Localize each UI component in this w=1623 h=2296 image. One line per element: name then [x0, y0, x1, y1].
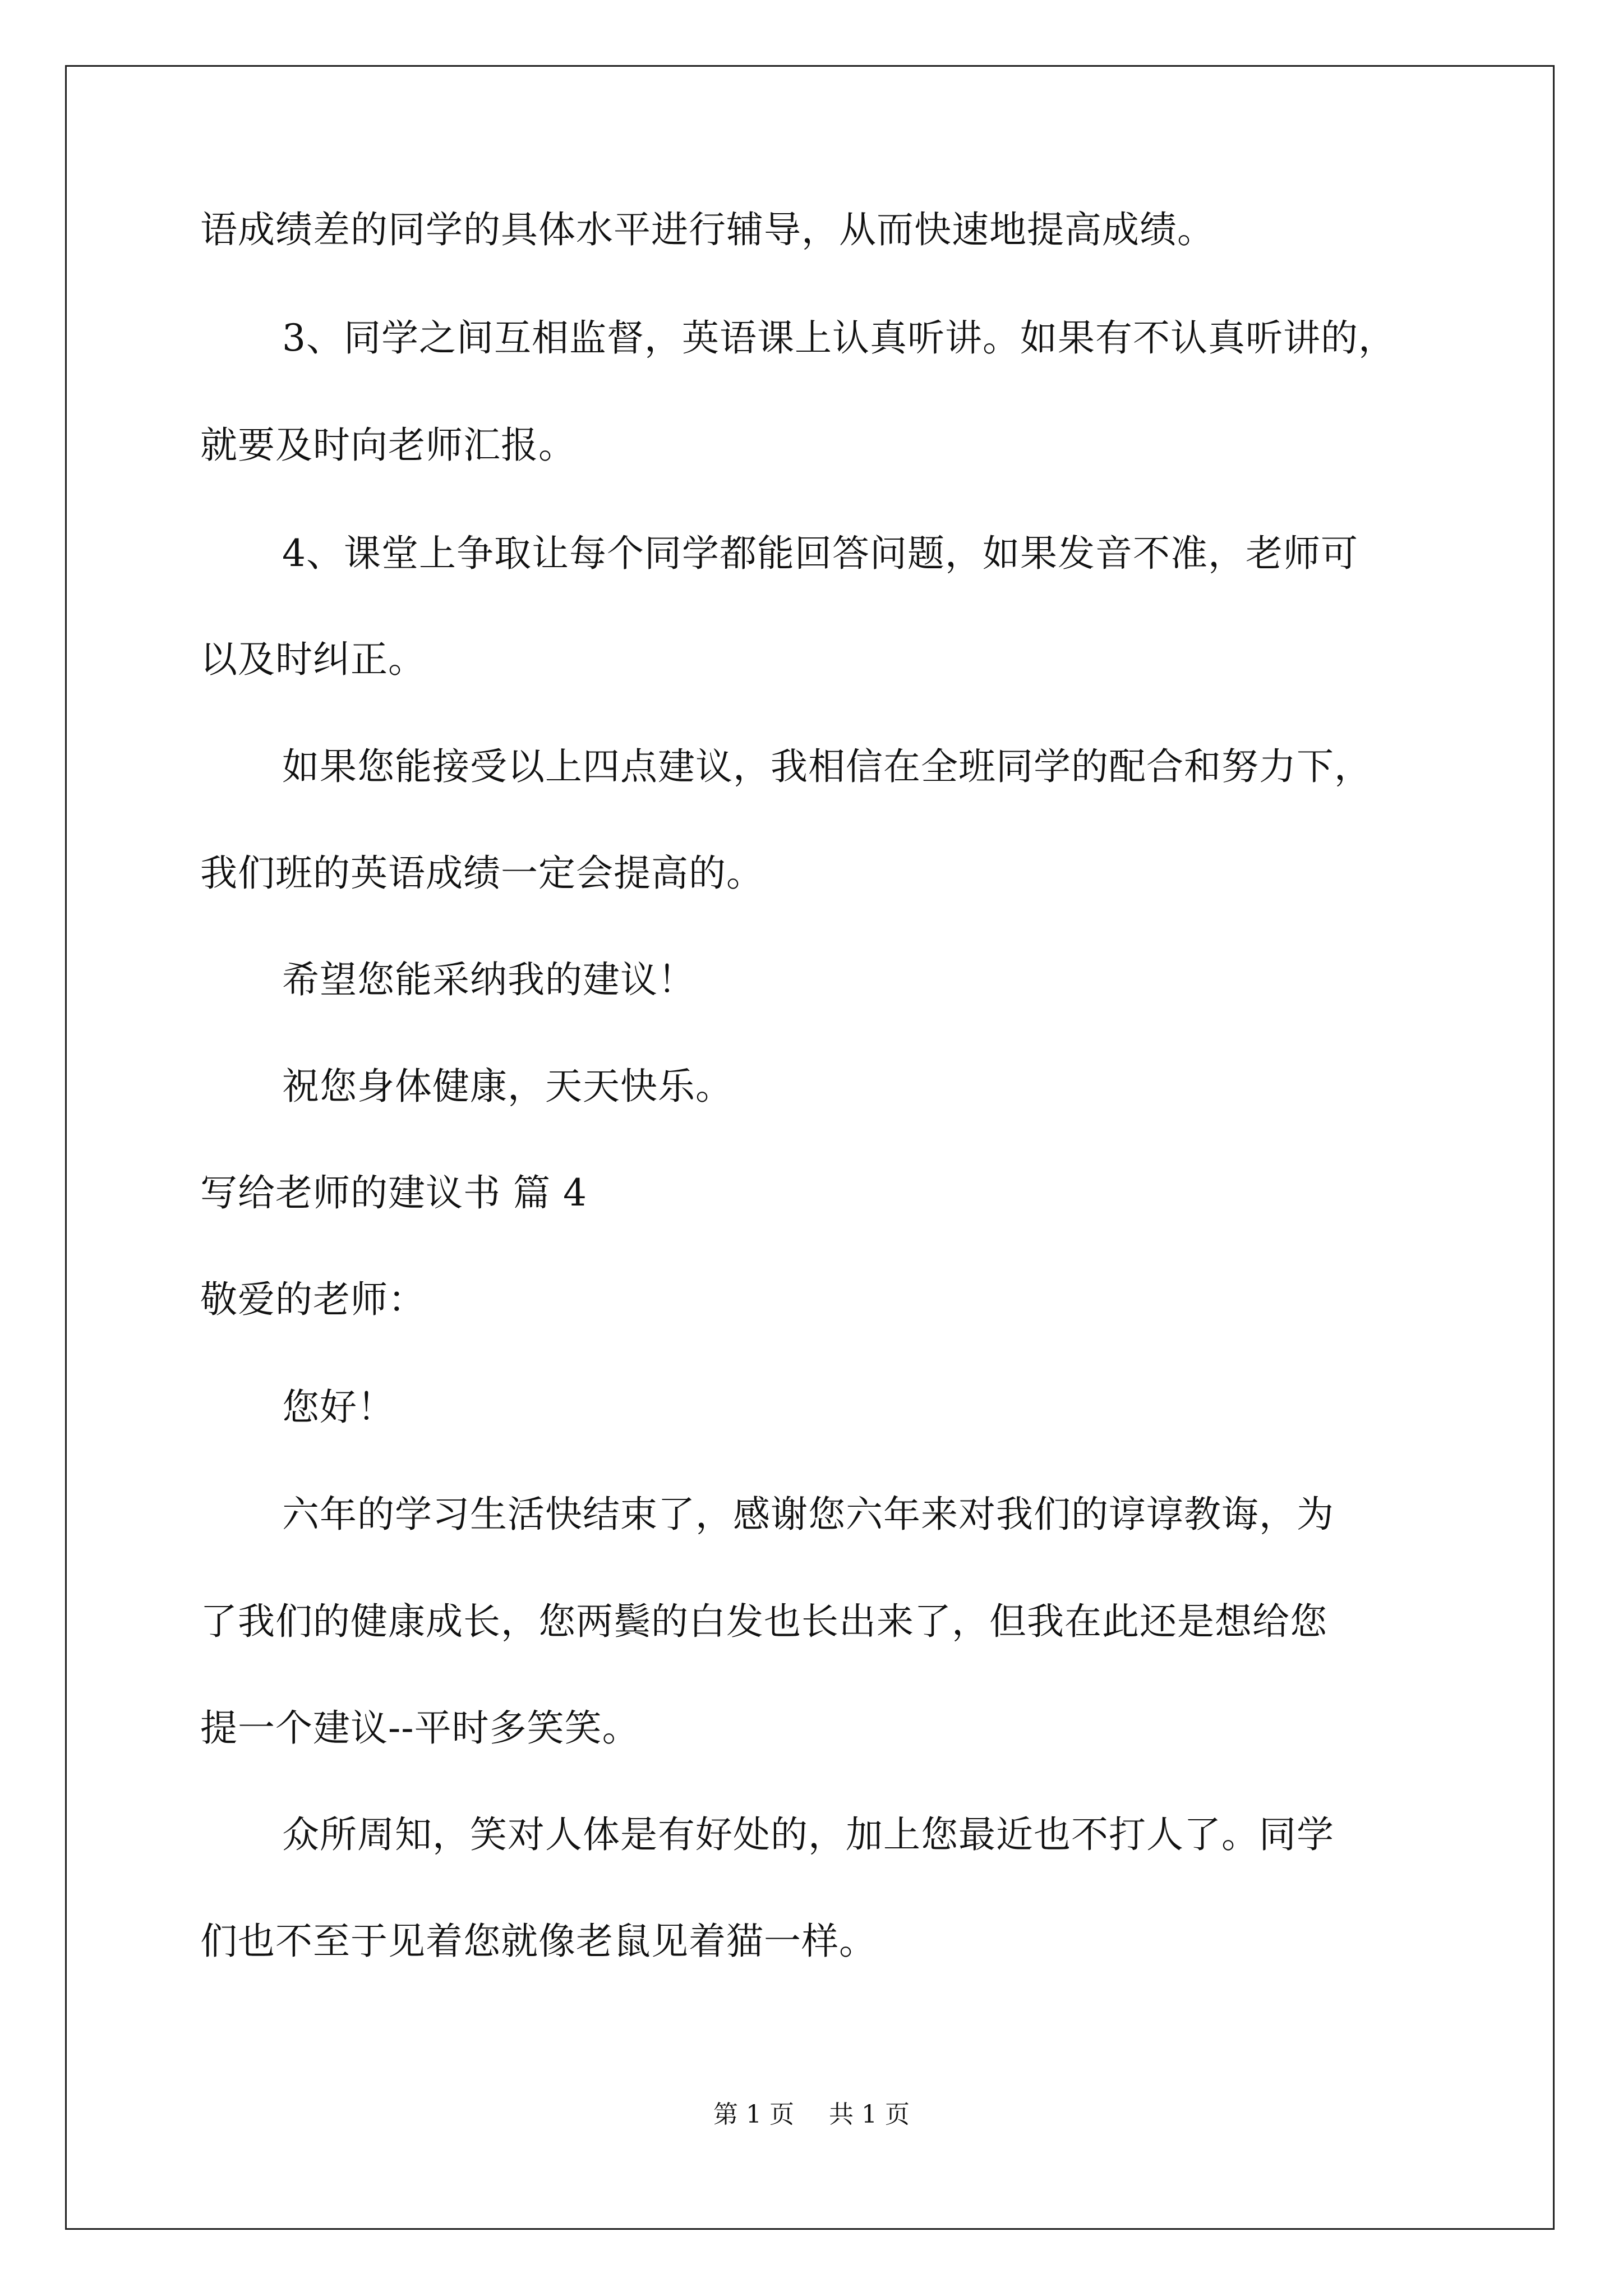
- paragraph-line: 提一个建议--平时多笑笑。: [200, 1706, 640, 1750]
- paragraph-line: 祝您身体健康，天天快乐。: [282, 1065, 733, 1108]
- paragraph-line: 以及时纠正。: [200, 638, 426, 681]
- page-number: 第 1 页: [713, 2100, 794, 2129]
- paragraph-line: 语成绩差的同学的具体水平进行辅导，从而快速地提高成绩。: [200, 208, 1215, 251]
- section-heading: 写给老师的建议书 篇 4: [200, 1171, 587, 1214]
- paragraph-line: 了我们的健康成长，您两鬓的白发也长出来了，但我在此还是想给您: [200, 1600, 1327, 1643]
- paragraph-line: 众所周知，笑对人体是有好处的，加上您最近也不打人了。同学: [282, 1813, 1334, 1856]
- paragraph-line: 3、同学之间互相监督，英语课上认真听讲。如果有不认真听讲的，: [282, 316, 1396, 360]
- salutation: 敬爱的老师：: [200, 1278, 426, 1321]
- paragraph-line: 们也不至于见着您就像老鼠见着猫一样。: [200, 1920, 877, 1963]
- paragraph-line: 就要及时向老师汇报。: [200, 424, 576, 467]
- paragraph-line: 六年的学习生活快结束了，感谢您六年来对我们的谆谆教诲，为: [282, 1493, 1334, 1536]
- page-border: [65, 65, 1555, 2230]
- paragraph-line: 希望您能采纳我的建议！: [282, 958, 695, 1001]
- paragraph-line: 如果您能接受以上四点建议，我相信在全班同学的配合和努力下，: [282, 745, 1372, 788]
- paragraph-line: 4、课堂上争取让每个同学都能回答问题，如果发音不准，老师可: [282, 532, 1358, 575]
- page-footer: [0, 2098, 1623, 2132]
- paragraph-line: 我们班的英语成绩一定会提高的。: [200, 852, 764, 895]
- page-total: 共 1 页: [829, 2100, 910, 2129]
- greeting: 您好！: [282, 1386, 395, 1429]
